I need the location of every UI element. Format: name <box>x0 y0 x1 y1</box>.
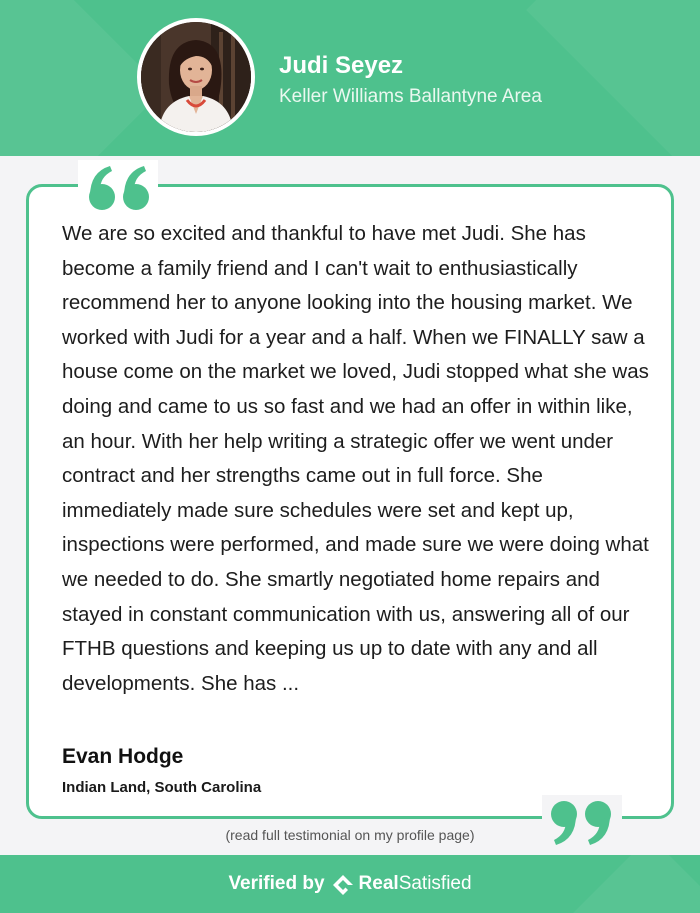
footer-banner <box>0 855 700 913</box>
realsatisfied-logo-icon <box>331 873 355 895</box>
header-decoration <box>526 0 700 156</box>
agent-brokerage: Keller Williams Ballantyne Area <box>279 86 542 107</box>
header-banner <box>0 0 700 156</box>
brand-real: Real <box>358 873 399 894</box>
read-full-testimonial-link[interactable]: (read full testimonial on my profile page) <box>225 827 475 843</box>
agent-portrait-icon <box>141 22 251 132</box>
reviewer-name: Evan Hodge <box>62 745 184 768</box>
testimonial-card <box>26 184 674 819</box>
testimonial-text: We are so excited and thankful to have met Judi. She has become a family friend and I can't wait to enthusiastically recommend her to anyone looking into the housing market. We worked with Judi for a year and a half. When we FINALLY saw a house come on the market we loved, Judi stopped what she was doing and came to us so fast and we had an offer in within like, an hour. With her help writing a strategic offer we went under contract and her strengths came out in full force. She immediately made sure schedules were set and kept up, inspections were performed, and made sure we were doing what we needed to do. She smartly negotiated home repairs and stayed in constant communication with us, answering all of our FTHB questions and keeping us up to date with any and all developments. She has ... <box>62 222 649 695</box>
verified-label: Verified by <box>228 873 325 894</box>
open-quote-icon <box>78 160 158 216</box>
agent-name: Judi Seyez <box>279 52 404 79</box>
brand-satisfied: Satisfied <box>398 873 472 894</box>
agent-avatar <box>137 18 255 136</box>
reviewer-location: Indian Land, South Carolina <box>62 779 262 796</box>
realsatisfied-logo <box>331 873 472 895</box>
verified-by-badge[interactable] <box>0 855 700 913</box>
